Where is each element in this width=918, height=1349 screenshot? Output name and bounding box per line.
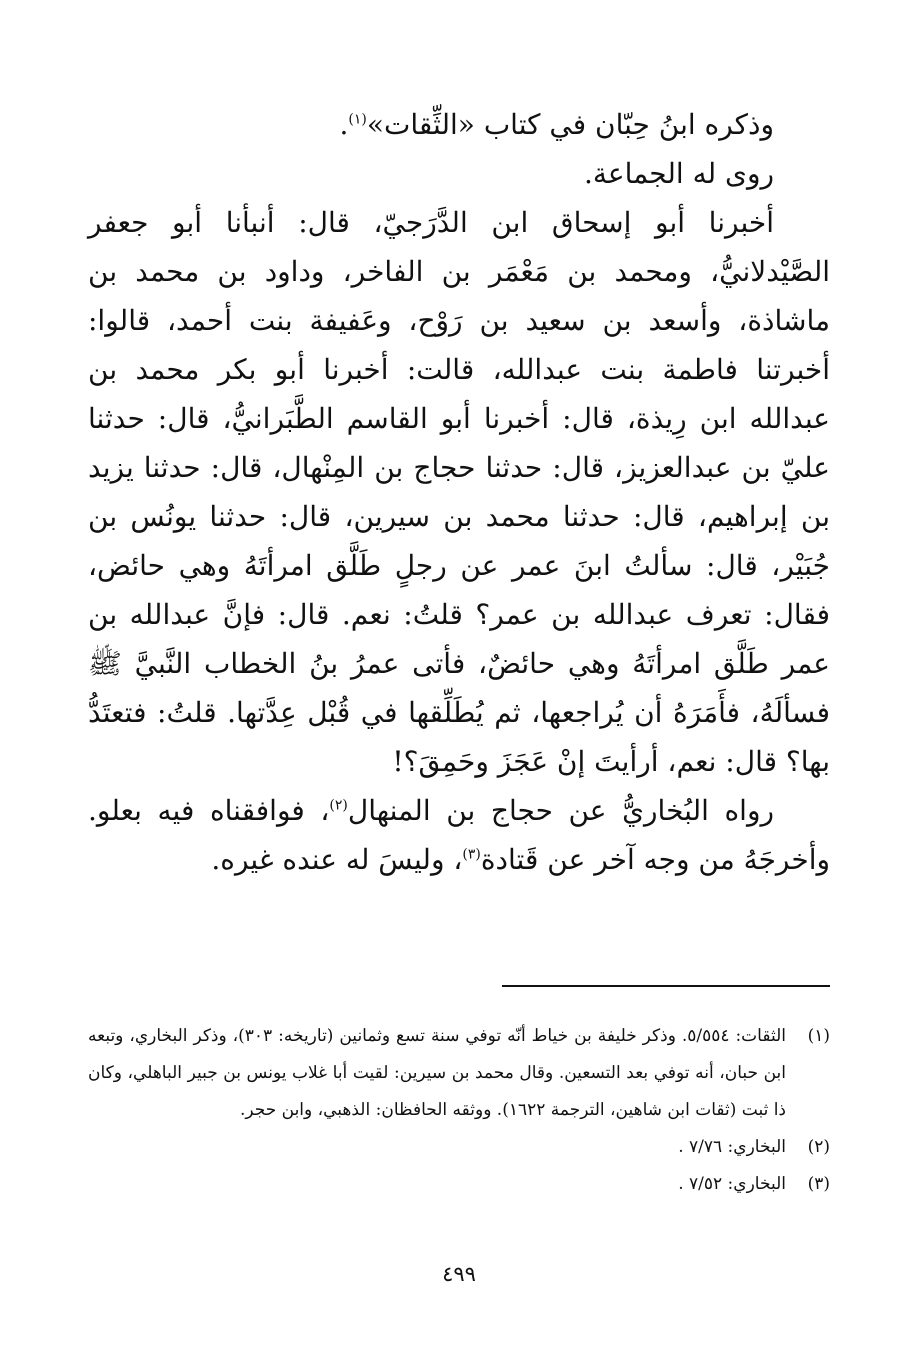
footnote-number: (٢) (807, 1137, 830, 1157)
footnotes (88, 1018, 830, 1203)
footnote-ref-2[interactable]: (٢) (329, 797, 348, 814)
paragraph-1-end: . (339, 108, 349, 141)
footnote-2 (88, 1129, 830, 1166)
footnote-text: البخاري: ٧/٧٦ . (678, 1137, 786, 1157)
paragraph-4 (88, 786, 830, 884)
paragraph-2: روى له الجماعة. (583, 157, 774, 190)
main-text (88, 100, 830, 884)
footnote-ref-1[interactable]: (١) (348, 111, 367, 128)
footnote-divider (502, 985, 830, 987)
paragraph-1-text: وذكره ابنُ حِبّان في كتاب «الثِّقات» (366, 108, 774, 141)
footnote-3 (88, 1166, 830, 1203)
paragraph-4-text-b: ، فوافقناه فيه بعلو. وأخرجَهُ من وجه آخر عن قَتادة (88, 794, 830, 876)
footnote-number: (٣) (807, 1174, 830, 1194)
footnote-1 (88, 1018, 830, 1129)
footnote-ref-3[interactable]: (٣) (462, 846, 481, 863)
page-number: ٤٩٩ (442, 1262, 476, 1286)
footnote-text: الثقات: ٥/٥٥٤. وذكر خليفة بن خياط أنّه توفي سنة تسع وثمانين (تاريخه: ٣٠٣)، وذكر البخاري، وتبعه ابن حبان، أنه توفي بعد التسعين. وقال محمد بن سيرين: لقيت أبا غلاب يونس بن جبير الباهلي، وكان ذا ثبت (ثقات ابن شاهين، الترجمة ١٦٢٢). ووثقه الحافظان: الذهبي، وابن حجر. (88, 1026, 786, 1120)
paragraph-1 (88, 100, 830, 149)
paragraph-3: أخبرنا أبو إسحاق ابن الدَّرَجيّ، قال: أنبأنا أبو جعفر الصَّيْدلانيُّ، ومحمد بن مَعْمَر بن الفاخر، وداود بن محمد بن ماشاذة، وأسعد بن سعيد بن رَوْح، وعَفيفة بنت أحمد، قالوا: أخبرتنا فاطمة بنت عبدالله، قالت: أخبرنا أبو بكر محمد بن عبدالله ابن رِيذة، قال: أخبرنا أبو القاسم الطَّبَرانيُّ، قال: حدثنا عليّ بن عبدالعزيز، قال: حدثنا حجاج بن المِنْهال، قال: حدثنا يزيد بن إبراهيم، قال: حدثنا محمد بن سيرين، قال: حدثنا يونُس بن جُبَيْر، قال: سألتُ ابنَ عمر عن رجلٍ طَلَّق امرأتَهُ وهي حائض، فقال: تعرف عبدالله بن عمر؟ قلتُ: نعم. قال: فإنَّ عبدالله بن عمر طَلَّق امرأتَهُ وهي حائضٌ، فأتى عمرُ بنُ الخطاب النَّبيَّ ﷺ فسألَهُ، فأَمَرَهُ أن يُراجعها، ثم يُطَلِّقها في قُبْل عِدَّتها. قلتُ: فتعتَدُّ بها؟ قال: نعم، أرأيتَ إنْ عَجَزَ وحَمِقَ؟! (88, 206, 831, 778)
paragraph-4-text-c: ، وليسَ له عنده غيره. (211, 843, 463, 876)
paragraph-4-text-a: رواه البُخاريُّ عن حجاج بن المنهال (347, 794, 774, 827)
footnote-text: البخاري: ٧/٥٢ . (678, 1174, 786, 1194)
footnote-number: (١) (807, 1026, 830, 1046)
